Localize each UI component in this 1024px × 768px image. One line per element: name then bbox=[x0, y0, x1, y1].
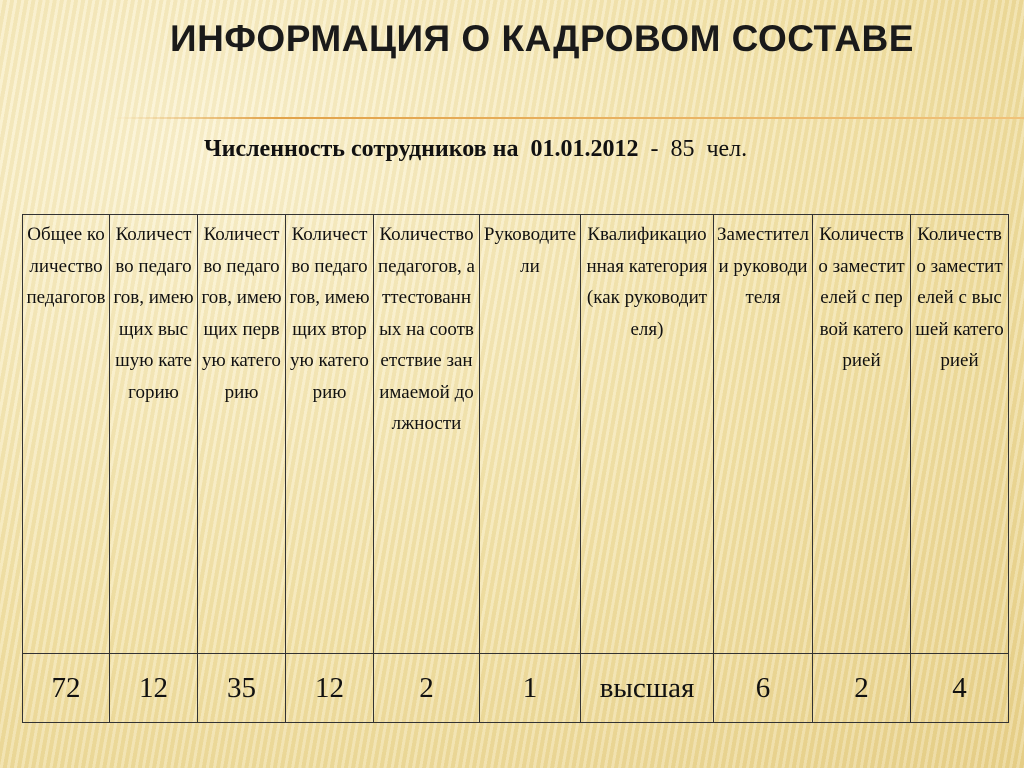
value-cell-manager-qualification: высшая bbox=[581, 654, 714, 723]
staff-count-dash: - bbox=[650, 136, 659, 162]
header-cell-total-teachers: Общее количество педагогов bbox=[23, 215, 110, 654]
staff-count-line bbox=[204, 136, 747, 163]
header-cell-deputies: Заместители руководителя bbox=[714, 215, 813, 654]
header-cell-second-category: Количество педагогов, имеющих вторую категорию bbox=[286, 215, 374, 654]
staff-count-label: Численность сотрудников на 01.01.2012 bbox=[204, 136, 639, 162]
staff-count-unit: чел. bbox=[706, 136, 748, 162]
value-cell-managers: 1 bbox=[480, 654, 581, 723]
value-row bbox=[23, 654, 1009, 723]
value-cell-deputies-first-category: 2 bbox=[813, 654, 911, 723]
title-divider bbox=[112, 117, 1024, 119]
header-cell-first-category: Количество педагогов, имеющих первую категорию bbox=[198, 215, 286, 654]
header-cell-managers: Руководители bbox=[480, 215, 581, 654]
value-cell-highest-category: 12 bbox=[110, 654, 198, 723]
value-cell-attested: 2 bbox=[374, 654, 480, 723]
value-cell-deputies-highest-category: 4 bbox=[911, 654, 1009, 723]
value-cell-first-category: 35 bbox=[198, 654, 286, 723]
header-cell-manager-qualification: Квалификационная категория (как руководителя) bbox=[581, 215, 714, 654]
header-cell-highest-category: Количество педагогов, имеющих высшую категорию bbox=[110, 215, 198, 654]
header-cell-deputies-first-category: Количество заместителей с первой категорией bbox=[813, 215, 911, 654]
header-cell-attested: Количество педагогов, аттестованных на соответствие занимаемой должности bbox=[374, 215, 480, 654]
header-cell-deputies-highest-category: Количество заместителей с высшей категорией bbox=[911, 215, 1009, 654]
staff-table bbox=[22, 214, 1009, 723]
value-cell-total-teachers: 72 bbox=[23, 654, 110, 723]
header-row bbox=[23, 215, 1009, 654]
page-title: ИНФОРМАЦИЯ О КАДРОВОМ СОСТАВЕ bbox=[170, 18, 914, 59]
value-cell-second-category: 12 bbox=[286, 654, 374, 723]
staff-count-value: 85 bbox=[670, 136, 695, 162]
value-cell-deputies: 6 bbox=[714, 654, 813, 723]
